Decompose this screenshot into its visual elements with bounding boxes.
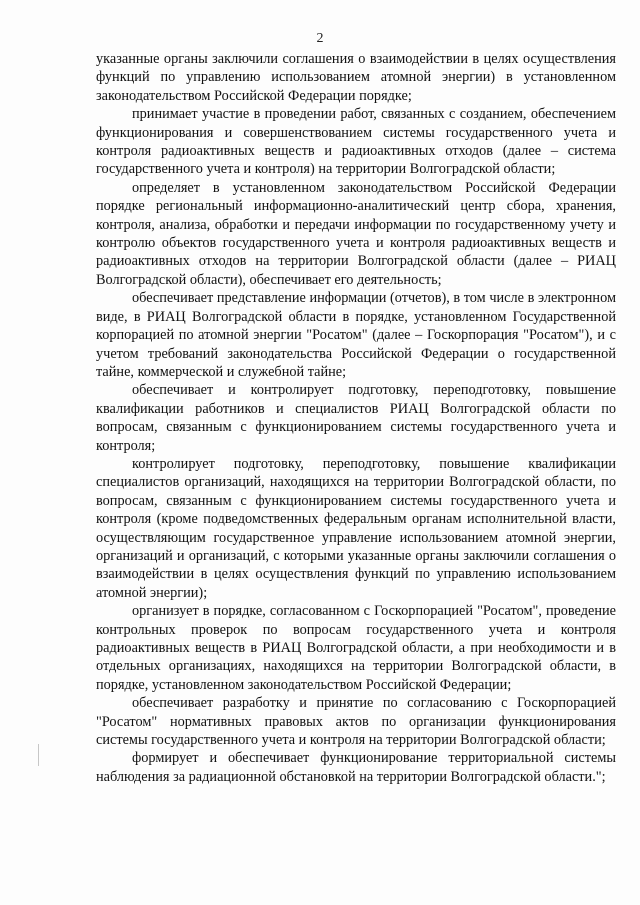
paragraph-9: формирует и обеспечивает функционирование территориальной системы наблюдения за радиационной обстановкой на территории Волгоградской области."; [96, 750, 616, 785]
document-body [96, 50, 616, 786]
paragraph-7: организует в порядке, согласованном с Госкорпорацией "Росатом", проведение контрольных проверок по вопросам государственного учета и контроля радиоактивных веществ в РИАЦ Волгоградской области, а при необходимости и в отдельных организациях, находящихся на территории Волгоградской области, в порядке, установленном законодательством Российской Федерации; [96, 603, 616, 693]
paragraph-3: определяет в установленном законодательством Российской Федерации порядке региональный информационно-аналитический центр сбора, хранения, контроля, анализа, обработки и передачи информации по государственному учету и контролю объектов государственного учета и контроля радиоактивных веществ и радиоактивных отходов на территории Волгоградской области (далее – РИАЦ Волгоградской области), обеспечивает его деятельность; [96, 179, 616, 288]
paragraph-8: обеспечивает разработку и принятие по согласованию с Госкорпорацией "Росатом" нормативных правовых актов по организации функционирования системы государственного учета и контроля на территории Волгоградской области; [96, 695, 616, 749]
paragraph-5: обеспечивает и контролирует подготовку, переподготовку, повышение квалификации работников и специалистов РИАЦ Волгоградской области по вопросам, связанным с функционированием системы государственного учета и контроля; [96, 382, 616, 454]
scan-artifact-mark [38, 744, 39, 766]
paragraph-2: принимает участие в проведении работ, связанных с созданием, обеспечением функционирования и совершенствованием системы государственного учета и контроля радиоактивных веществ и радиоактивных отходов (далее – система государственного учета и контроля) на территории Волгоградской области; [96, 106, 616, 178]
paragraph-6: контролирует подготовку, переподготовку, повышение квалификации специалистов организаций, находящихся на территории Волгоградской области, по вопросам, связанным с функционированием системы государственного учета и контроля (кроме подведомственных федеральным органам исполнительной власти, осуществляющим государственное управление использованием атомной энергии, организаций и организаций, с которыми указанные органы заключили соглашения о взаимодействии в целях осуществления функций по управлению использованием атомной энергии); [96, 455, 616, 601]
paragraph-4: обеспечивает представление информации (отчетов), в том числе в электронном виде, в РИАЦ Волгоградской области в порядке, установленном Государственной корпорацией по атомной энергии "Росатом" (далее – Госкорпорация "Росатом"), и с учетом требований законодательства Российской Федерации о государственной тайне, коммерческой и служебной тайне; [96, 290, 616, 380]
paragraph-1: указанные органы заключили соглашения о взаимодействии в целях осуществления функций по управлению использованием атомной энергии) в установленном законодательством Российской Федерации порядке; [96, 51, 616, 104]
page-number: 2 [316, 31, 324, 46]
